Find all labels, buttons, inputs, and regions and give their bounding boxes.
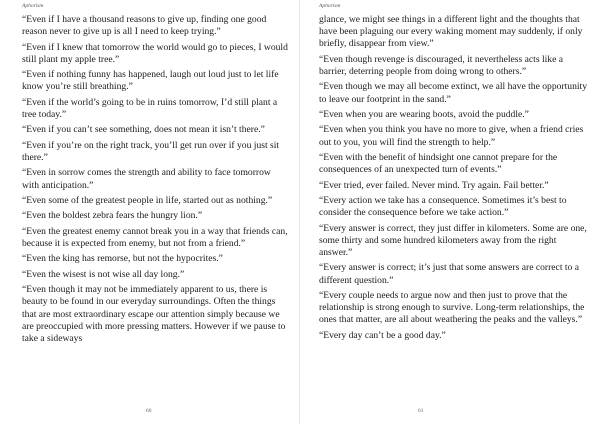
quote: “Even though revenge is discouraged, it nevertheless acts like a barrier, deterring people from doing wrong to others.”: [319, 53, 564, 77]
quote: “Even the king has remorse, but not the hypocrites.”: [22, 253, 223, 265]
quote-continuation: glance, we might see things in a different light and the thoughts that have been plaguing our every waking moment may suddenly, if only briefly, disappear from view.”: [319, 14, 583, 50]
quote: “Even when you think you have no more to give, when a friend cries out to you, you will find the strength to help.”: [319, 124, 584, 148]
quote: “Even the wisest is not wise all day long.”: [22, 268, 185, 280]
right-page: [300, 0, 600, 424]
quote: “Even if I have a thousand reasons to give up, finding one good reason never to give up is all I need to keep trying.”: [22, 14, 267, 38]
page-number: 60: [146, 408, 152, 414]
quote-list: [22, 14, 290, 348]
quote: “Every answer is correct, they just differ in kilometers. Some are one, some thirty and some hundred kilometers away from the right answer.”: [319, 222, 587, 258]
quote: “Even if you can’t see something, does not mean it isn’t there.”: [22, 124, 265, 136]
quote: “Even if I knew that tomorrow the world would go to pieces, I would still plant my apple tree.”: [22, 41, 288, 65]
quote: “Even some of the greatest people in life, started out as nothing.”: [22, 194, 273, 206]
quote: “Even though we may all become extinct, we all have the opportunity to leave our footprint in the sand.”: [319, 81, 588, 105]
page-number: 61: [418, 408, 424, 414]
quote: “Even the boldest zebra fears the hungry lion.”: [22, 210, 203, 222]
quote: “Every answer is correct; it’s just that some answers are correct to a different question.”: [319, 262, 579, 286]
quote: “Ever tried, ever failed. Never mind. Try again. Fail better.”: [319, 179, 549, 191]
running-header: Aphorism: [22, 3, 44, 9]
quote: “Even though it may not be immediately apparent to us, there is beauty to be found in our everyday surroundings. Often the things that are most extraordinary escape our attention simply because we are preoccupied with more pressing matters. However if we pause to take a sideways: [22, 284, 286, 344]
quote: “Even the greatest enemy cannot break you in a way that friends can, because it is expected from enemy, but not from a friend.”: [22, 225, 288, 249]
quote: “Even if you’re on the right track, you’ll get run over if you just sit there.”: [22, 139, 280, 163]
quote: “Every couple needs to argue now and then just to prove that the relationship is strong enough to survive. Long-term relationships, the ones that matter, are all about weathering the peaks and the valleys.”: [319, 289, 585, 326]
quote: “Even when you are wearing boots, avoid the puddle.”: [319, 108, 529, 120]
running-header: Aphorism: [319, 3, 341, 9]
quote: “Even with the benefit of hindsight one cannot prepare for the consequences of an unexpected turn of events.”: [319, 151, 558, 176]
quote: “Even if nothing funny has happened, laugh out loud just to let life know you’re still breathing.”: [22, 69, 279, 93]
quote: “Every action we take has a consequence. Sometimes it’s best to consider the consequence before we take action.”: [319, 194, 567, 219]
quote: “Every day can’t be a good day.”: [319, 329, 446, 341]
quote: “Even in sorrow comes the strength and ability to face tomorrow with anticipation.”: [22, 167, 271, 191]
quote: “Even if the world’s going to be in ruins tomorrow, I’d still plant a tree today.”: [22, 96, 278, 120]
quote-list: [319, 14, 589, 345]
